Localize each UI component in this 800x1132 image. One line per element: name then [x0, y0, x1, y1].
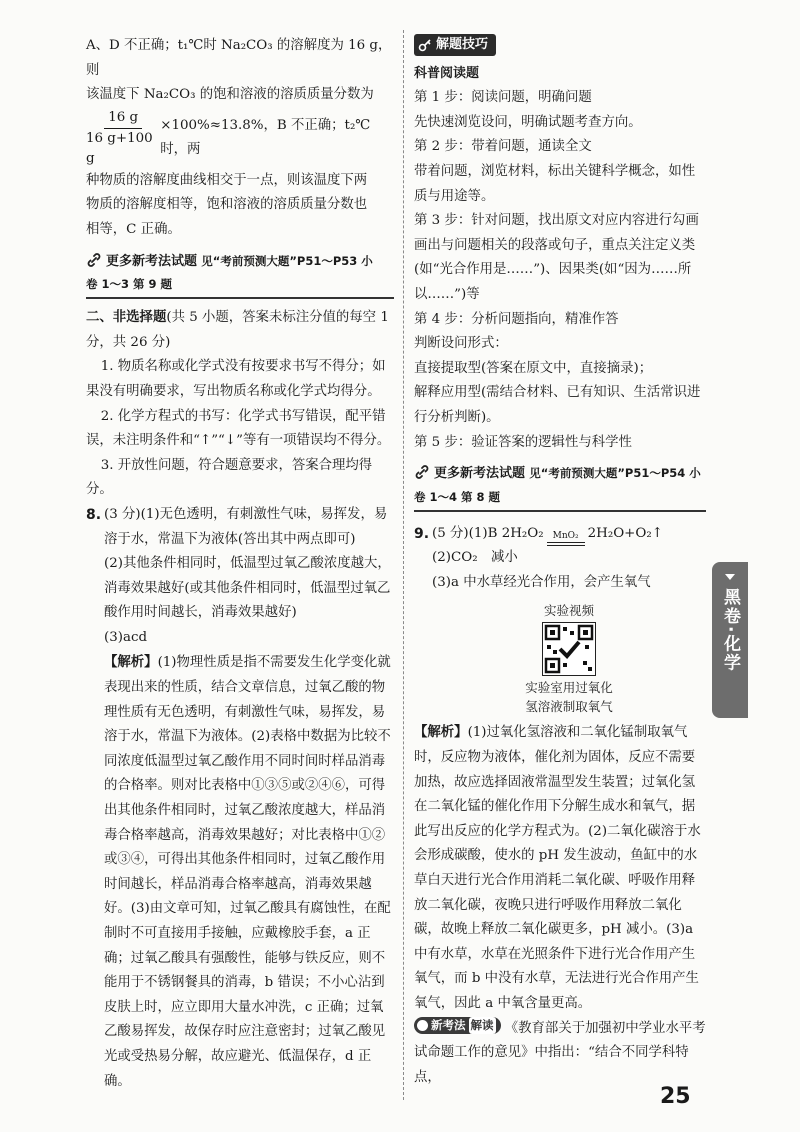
fraction-expression	[86, 108, 394, 169]
scoring-rule: 3. 开放性问题，符合题意要求，答案合理均得分。	[86, 457, 373, 498]
tip-step: 判断设问形式：	[414, 336, 508, 352]
tip-step: 第 4 步：分析问题指向，精准作答	[414, 311, 619, 327]
tip-step: 解释应用型(需结合材料、已有知识、生活常识进行分析判断)。	[414, 385, 701, 425]
question-number: 9.	[414, 525, 430, 542]
side-tab-label: 黑卷·化学	[720, 588, 740, 673]
answer-line: (2)CO₂ 减小	[432, 550, 518, 566]
tips-header	[414, 34, 496, 56]
more-questions-box	[414, 461, 706, 512]
equation-catalyst: MnO₂	[552, 531, 579, 542]
more-questions-ref-cont: 卷 1～3 第 9 题	[86, 277, 173, 292]
answer-line: (3)a 中水草经光合作用，会产生氧气	[432, 574, 651, 590]
question-8	[86, 503, 394, 1094]
analysis-text: (1)物理性质是指不需要发生化学变化就表现出来的性质，结合文章信息，过氧乙酸的物理性质有无色透明，有刺激性气味，易挥发，易溶于水，常温下为液体。(2)表格中数据为比较不同浓度低温型过氧乙酸作用不同时间时样品消毒的合格率。则对比表格中①③⑤或②④⑥，可得出其他条件相同时，过氧乙酸浓度越大，样品消毒合格率越高，消毒效果越好；对比表格中①②或③④，可得出其他条件相同时，过氧乙酸作用时间越长，样品消毒合格率越高，消毒效果越好。(3)由文章可知，过氧乙酸具有腐蚀性，在配制时不可直接用手接触，应戴橡胶手套，a 正确；过氧乙酸具有强酸性，能够与铁反应，则不能用于不锈钢餐具的消毒，b 错误；不小心沾到皮肤上时，应立即用大量水冲洗，c 正确；过氧乙酸易挥发，故保存时应注意密封；过氧乙酸见光或受热易分解，故应避光、低温保存，d 正确。	[104, 655, 391, 1089]
tip-step: 第 3 步：针对问题，找出原文对应内容进行勾画	[414, 213, 699, 229]
equation-equals-sign	[547, 542, 585, 546]
scoring-rule: 2. 化学方程式的书写：化学式书写错误，配平错误，未注明条件和“↑”“↓”等有一项错误均不得分。	[86, 408, 391, 449]
link-icon	[86, 252, 102, 268]
question-9	[414, 522, 706, 721]
tip-step: 带着问题，浏览材料，标出关键科学概念，如性质与用途等。	[414, 163, 696, 204]
scoring-rule: 1. 物质名称或化学式没有按要求书写不得分；如果没有明确要求，写出物质名称或化学式均得分。	[86, 359, 386, 399]
more-questions-title: 更多新考法试题	[434, 466, 526, 482]
tip-step: 第 5 步：验证答案的逻辑性与科学性	[414, 434, 632, 450]
answer-text-line: 物质的溶解度相等，饱和溶液的溶质质量分数也	[86, 197, 368, 213]
new-exam-paragraph	[414, 1017, 706, 1091]
answer-text-line: A、D 不正确；t₁℃时 Na₂CO₃ 的溶解度为 16 g，则	[86, 38, 392, 78]
answer-text-line: 相等，C 正确。	[86, 221, 181, 237]
subject-side-tab	[712, 562, 748, 718]
answer-head: (5 分)(1)B	[432, 525, 498, 541]
more-questions-title: 更多新考法试题	[106, 253, 198, 269]
new-exam-label: 新考法	[431, 1017, 466, 1032]
new-exam-label-2: 解读	[470, 1017, 494, 1032]
fraction-tail: ×100%≈13.8%，B 不正确；t₂℃时，两	[160, 117, 371, 158]
fraction-numerator: 16 g	[104, 108, 142, 129]
answer-line: (3)acd	[104, 629, 148, 645]
answer-line	[432, 522, 706, 547]
analysis-text: (1)过氧化氢溶液和二氧化锰制取氧气时，反应物为液体，催化剂为固体，反应不需要加热，故应选择固液常温型发生装置；过氧化氢在二氧化锰的催化作用下分解生成水和氧气，据此写出反应的化学方程式为。(2)二氧化碳溶于水会形成碳酸，使水的 pH 发生波动，鱼缸中的水草白天进行光合作用消耗二氧化碳、呼吸作用释放二氧化碳，夜晚只进行呼吸作用释放二氧化碳，故晚上释放二氧化碳更多，pH 减小。(3)a 中有水草，水草在光照条件下进行光合作用产生氧气，而 b 中没有水草，无法进行光合作用产生氧气，因此 a 中氧含量更高。	[414, 725, 701, 1011]
analysis-tag: 【解析】	[104, 654, 158, 671]
key-icon	[418, 38, 432, 52]
tip-step: 先快速浏览设问，明确试题考查方向。	[414, 114, 642, 130]
more-questions-ref: 见“考前预测大题”P51～P53 小	[201, 253, 373, 268]
new-exam-text: 《教育部关于加强初中学业水平考试命题工作的意见》中指出：“结合不同学科特点，	[414, 1020, 706, 1085]
more-questions-ref: 见“考前预测大题”P51～P54 小	[529, 466, 701, 481]
left-column	[86, 34, 394, 1094]
section-title: 二、非选择题	[86, 309, 167, 326]
question-number: 8.	[86, 506, 102, 523]
bulb-icon	[417, 1020, 428, 1031]
answer-text-line: 该温度下 Na₂CO₃ 的饱和溶液的溶质质量分数为	[86, 87, 374, 103]
video-caption: 实验室用过氧化氢溶液制取氧气	[525, 680, 613, 715]
column-divider	[403, 30, 404, 1100]
link-icon	[414, 464, 430, 480]
answer-text-line: 种物质的溶解度曲线相交于一点，则该温度下两	[86, 172, 368, 188]
video-title: 实验视频	[543, 603, 594, 619]
answer-line: (3 分)(1)无色透明，有刺激性气味，易挥发，易溶于水，常温下为液体(答出其中两点即可)	[104, 506, 388, 547]
triangle-down-icon	[725, 574, 735, 580]
tips-title: 解题技巧	[436, 37, 489, 52]
equation-reactant: 2H₂O₂	[501, 525, 544, 541]
more-questions-box	[86, 249, 394, 300]
video-qr-block	[432, 601, 706, 716]
tip-step: 第 2 步：带着问题，通读全文	[414, 139, 592, 155]
analysis-paragraph	[104, 650, 394, 1094]
analysis-paragraph	[414, 720, 706, 1016]
analysis-tag: 【解析】	[414, 724, 468, 741]
qr-code-icon[interactable]	[542, 622, 596, 676]
tip-step: 第 1 步：阅读问题，明确问题	[414, 90, 592, 106]
page-number: 25	[660, 1084, 691, 1109]
tip-step: 画出与问题相关的段落或句子，重点关注定义类(如“光合作用是……”)、因果类(如“因为……所以……”)等	[414, 237, 696, 302]
answer-line: (2)其他条件相同时，低温型过氧乙酸浓度越大，消毒效果越好(或其他条件相同时，低温型过氧乙酸作用时间越长，消毒效果越好)	[104, 556, 391, 621]
more-questions-ref-cont: 卷 1～4 第 8 题	[414, 489, 501, 504]
equation-condition	[547, 531, 585, 546]
right-column	[414, 34, 706, 1090]
new-exam-badge	[414, 1017, 501, 1034]
fraction-denominator: 16 g+100 g	[86, 130, 153, 166]
fraction	[86, 108, 160, 169]
qr-pattern	[543, 623, 595, 675]
chemical-equation	[502, 522, 663, 547]
section-description: (共 5 小题，答案未标注分值的每空 1 分，共 26 分)	[86, 310, 389, 350]
equation-product: 2H₂O+O₂↑	[587, 525, 663, 541]
tip-step: 直接提取型(答案在原文中，直接摘录)；	[414, 360, 653, 376]
tips-subtitle: 科普阅读题	[414, 65, 480, 81]
